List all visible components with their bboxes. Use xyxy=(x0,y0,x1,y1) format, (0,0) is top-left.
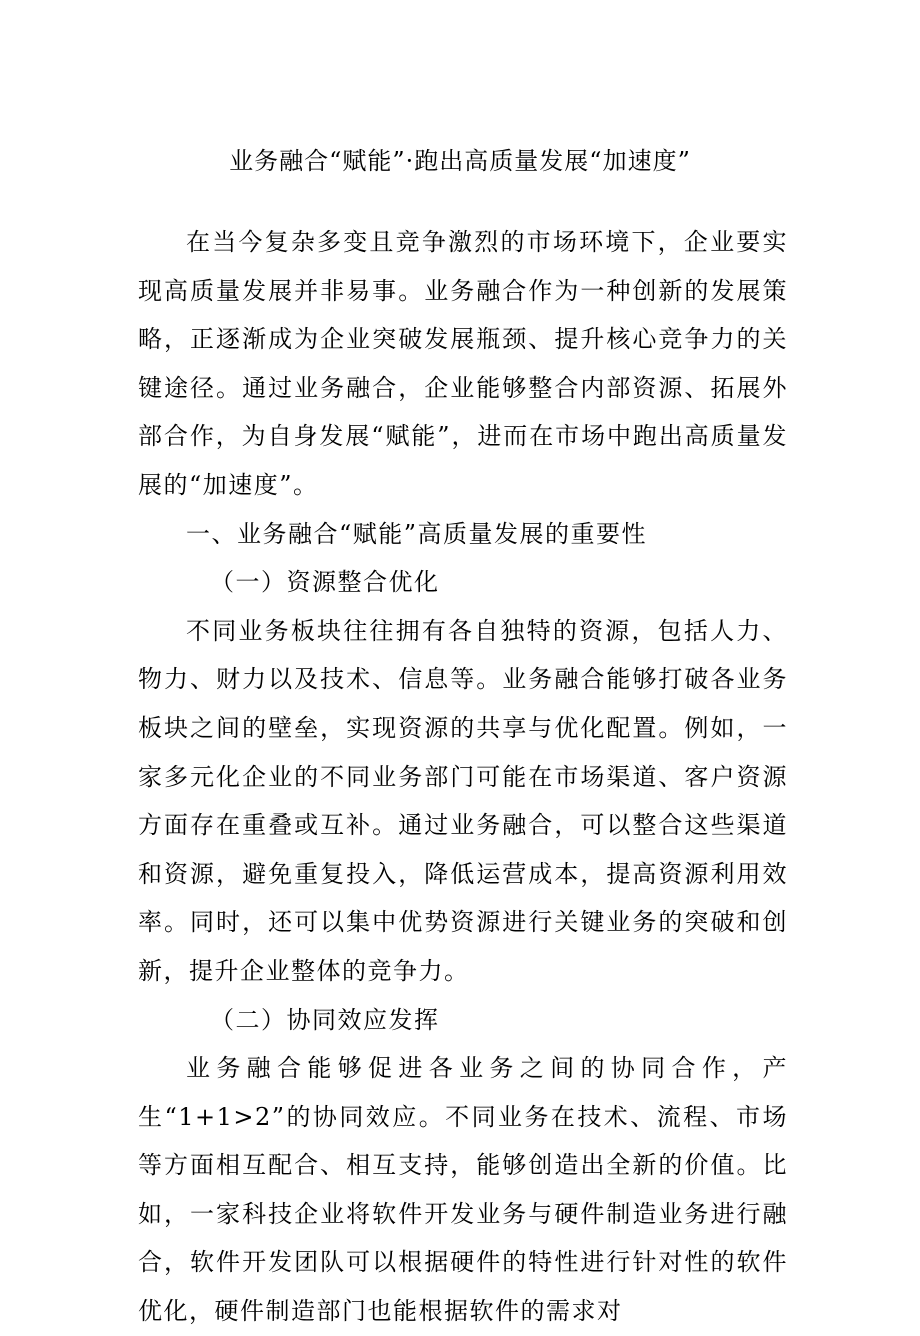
section-heading-1: 一、业务融合“赋能”高质量发展的重要性 xyxy=(186,519,648,548)
document-title: 业务融合“赋能”·跑出高质量发展“加速度” xyxy=(229,147,691,175)
paragraph-synergy: 业务融合能够促进各业务之间的协同合作，产生“1+1>2”的协同效应。不同业务在技术、流程、市场等方面相互配合、相互支持，能够创造出全新的价值。比如，一家科技企业将软件开发业务与硬件制造业务进行融合，软件开发团队可以根据硬件的特性进行针对性的软件优化，硬件制造部门也能根据软件的需求对 xyxy=(138,1054,788,1326)
subsection-heading-1: （一）资源整合优化 xyxy=(210,568,440,597)
paragraph-resource-integration: 不同业务板块往往拥有各自独特的资源，包括人力、物力、财力以及技术、信息等。业务融合能够打破各业务板块之间的壁垒，实现资源的共享与优化配置。例如，一家多元化企业的不同业务部门可能在市场渠道、客户资源方面存在重叠或互补。通过业务融合，可以整合这些渠道和资源，避免重复投入，降低运营成本，提高资源利用效率。同时，还可以集中优势资源进行关键业务的突破和创新，提升企业整体的竞争力。 xyxy=(138,616,788,985)
paragraph-intro: 在当今复杂多变且竞争激烈的市场环境下，企业要实现高质量发展并非易事。业务融合作为一种创新的发展策略，正逐渐成为企业突破发展瓶颈、提升核心竞争力的关键途径。通过业务融合，企业能够整合内部资源、拓展外部合作，为自身发展“赋能”，进而在市场中跑出高质量发展的“加速度”。 xyxy=(138,228,788,499)
document-body xyxy=(138,218,788,1336)
subsection-heading-2: （二）协同效应发挥 xyxy=(210,1005,440,1034)
